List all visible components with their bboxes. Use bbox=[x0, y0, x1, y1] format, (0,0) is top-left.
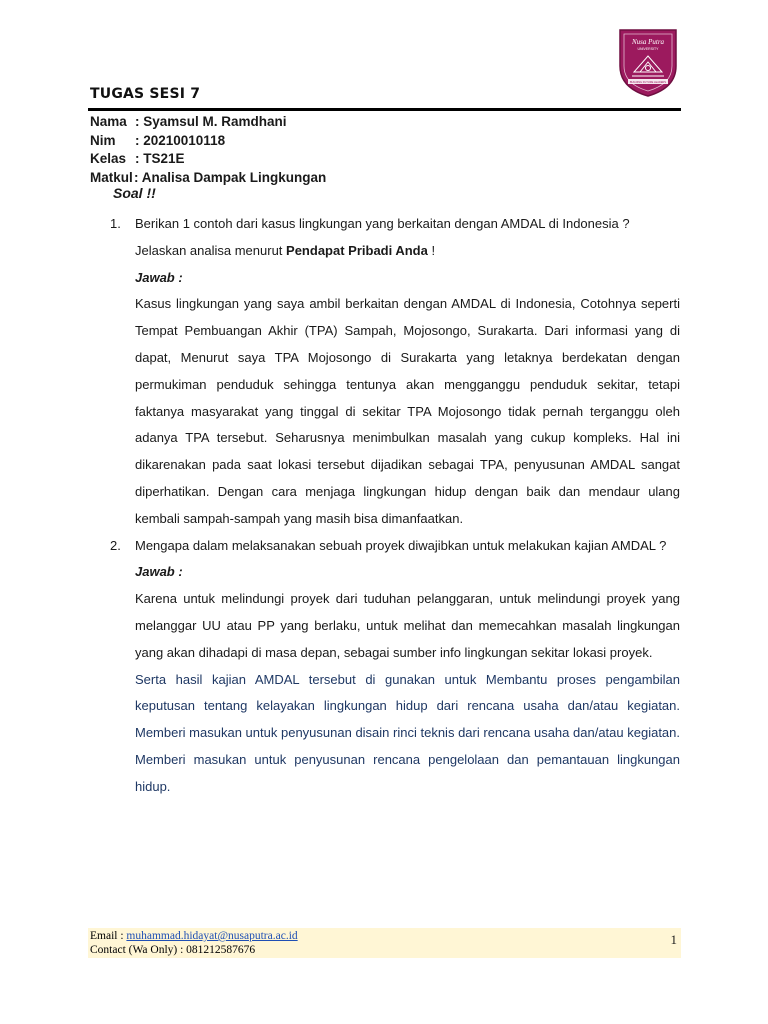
question-number: 1. bbox=[110, 216, 121, 231]
email-label: Email : bbox=[90, 930, 127, 942]
info-label: Kelas bbox=[90, 151, 127, 166]
answer-text-extra: Serta hasil kajian AMDAL tersebut di gunakan untuk Membantu proses pengambilan keputusan tentang kelayakan lingkungan hidup dari rencana usaha dan/atau kegiatan. Memberi masukan untuk penyusunan disain rinci teknis dari rencana usaha dan/atau kegiatan. Memberi masukan untuk penyusunan rencana pengelolaan dan pemantauan lingkungan hidup. bbox=[135, 671, 680, 794]
info-row-class bbox=[90, 150, 326, 169]
answer-label: Jawab : bbox=[135, 564, 183, 580]
info-value: : TS21E bbox=[135, 151, 185, 166]
logo-text: Nusa Putra bbox=[631, 38, 665, 46]
email-link[interactable]: muhammad.hidayat@nusaputra.ac.id bbox=[126, 930, 298, 942]
header-divider bbox=[88, 108, 681, 111]
document-title: TUGAS SESI 7 bbox=[90, 86, 201, 102]
logo-banner: BUILDING FUTURE LEADERS bbox=[629, 81, 667, 84]
question-text bbox=[135, 211, 680, 265]
student-info bbox=[90, 113, 326, 187]
question-emphasis: Pendapat Pribadi Anda bbox=[286, 242, 428, 258]
question-number: 2. bbox=[110, 537, 121, 553]
question-text: Mengapa dalam melaksanakan sebuah proyek diwajibkan untuk melakukan kajian AMDAL ? bbox=[135, 537, 667, 553]
info-value: : 20210010118 bbox=[135, 132, 226, 148]
info-label: Nama bbox=[90, 114, 127, 129]
info-label: Nim bbox=[90, 132, 116, 148]
info-value: : Syamsul M. Ramdhani bbox=[135, 114, 287, 129]
answer-text: Kasus lingkungan yang saya ambil berkaitan dengan AMDAL di Indonesia, Cotohnya seperti Tempat Pembuangan Akhir (TPA) Sampah, Mojosongo, Surakarta. Dari informasi yang di dapat, Menurut saya TPA Mojosongo di Surakarta yang letaknya berdekatan dengan permukiman penduduk sehingga tentunya akan mengganggu penduduk sekitar, tetapi faktanya masyarakat yang tinggal di sekitar TPA Mojosongo tidak pernah terganggu oleh adanya TPA tersebut. Seharusnya menimbulkan masalah yang cukup kompleks. Hal ini dikarenakan pada saat lokasi tersebut dijadikan sebagai TPA, penyusunan AMDAL sangat diperhatikan. Dengan cara menjaga lingkungan hidup dengan baik dan mendaur ulang kembali sampah-sampah yang masih bisa dimanfaatkan. bbox=[135, 296, 680, 526]
page-number: 1 bbox=[670, 932, 677, 947]
questions-heading: Soal !! bbox=[113, 185, 156, 201]
info-row-nim bbox=[90, 132, 326, 151]
footer-contact bbox=[90, 929, 298, 957]
question-text-part: Berikan 1 contoh dari kasus lingkungan yang berkaitan dengan AMDAL di Indonesia ? Jelaskan analisa menurut bbox=[135, 216, 630, 258]
question-item-2 bbox=[110, 533, 680, 801]
answer-text: Karena untuk melindungi proyek dari tuduhan pelanggaran, untuk melindungi proyek yang melanggar UU atau PP yang berlaku, untuk melihat dan memecahkan masalah lingkungan yang akan dihadapi di masa depan, sebagai sumber info lingkungan sekitar lokasi proyek. bbox=[135, 591, 680, 660]
university-logo bbox=[612, 26, 684, 98]
contact-text: Contact (Wa Only) : 081212587676 bbox=[90, 944, 256, 956]
info-label: Matkul bbox=[90, 169, 133, 185]
logo-subtext: UNIVERSITY bbox=[637, 47, 659, 51]
question-list bbox=[110, 211, 680, 801]
page-footer bbox=[88, 928, 681, 958]
info-value: : Analisa Dampak Lingkungan bbox=[134, 169, 327, 185]
question-text-part: ! bbox=[427, 242, 436, 258]
question-item-1 bbox=[110, 211, 680, 533]
info-row-name bbox=[90, 113, 326, 132]
answer-label: Jawab : bbox=[135, 269, 183, 285]
